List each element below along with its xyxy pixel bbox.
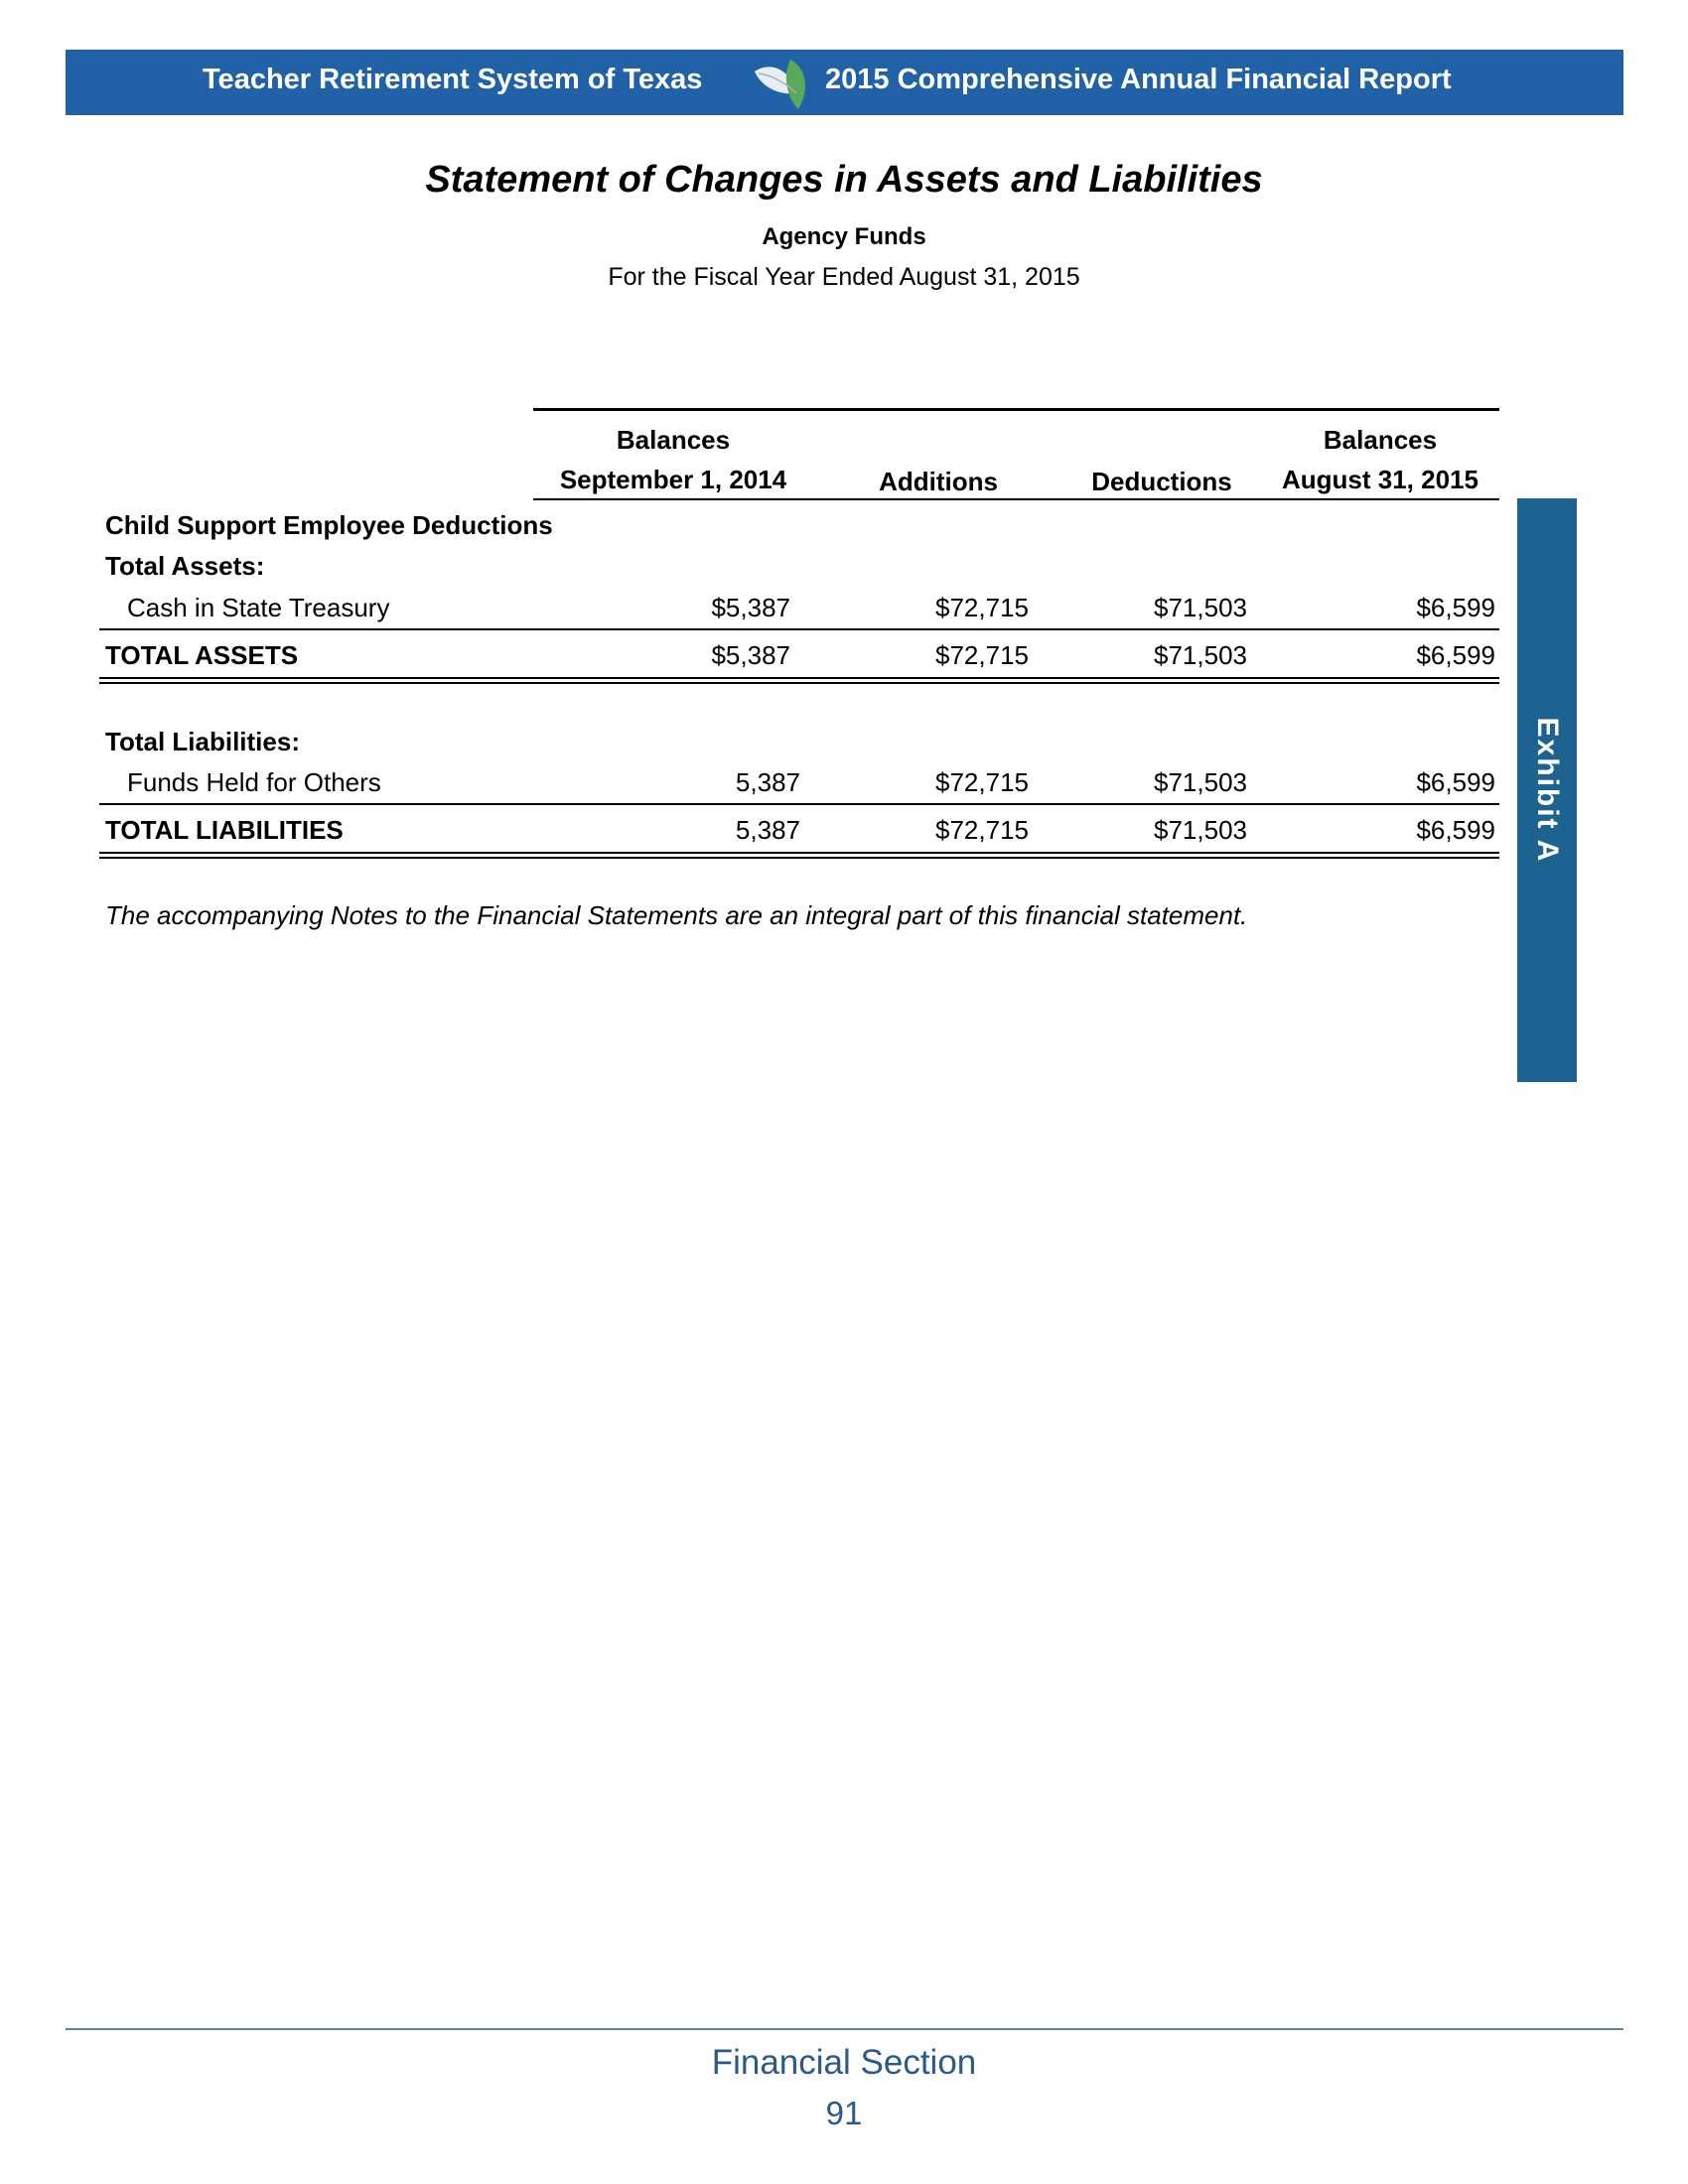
organization-name: Teacher Retirement System of Texas [203,64,703,95]
assets-row-value-aug2015: $6,599 [1416,593,1495,622]
total-assets-value-sep2014: $5,387 [711,640,790,670]
total-assets-label: TOTAL ASSETS [105,640,299,670]
total-liabilities-value-aug2015: $6,599 [1416,815,1495,845]
liabilities-row-value-aug2015: $6,599 [1416,767,1495,797]
total-liabilities-double-rule-bottom [99,857,1499,859]
header-bottom-rule [533,498,1499,500]
statement-title: Statement of Changes in Assets and Liabilities [425,159,1263,201]
col-balances-start-line2: September 1, 2014 [559,465,787,494]
col-balances-start-line1: Balances [616,425,731,455]
exhibit-label: Exhibit A [1531,717,1564,864]
assets-heading: Total Assets: [105,551,265,581]
header-banner [66,50,1623,115]
total-liabilities-double-rule-top [99,852,1499,854]
assets-row-label: Cash in State Treasury [127,593,390,622]
col-balances-end-line1: Balances [1323,425,1438,455]
total-assets-value-additions: $72,715 [935,640,1029,670]
total-liabilities-value-additions: $72,715 [935,815,1029,845]
statement-period: For the Fiscal Year Ended August 31, 2015 [608,263,1080,291]
page-number: 91 [825,2095,863,2131]
total-assets-value-deductions: $71,503 [1154,640,1247,670]
assets-row-value-deductions: $71,503 [1154,593,1247,622]
exhibit-side-tab [1517,498,1577,1082]
total-assets-double-rule-bottom [99,682,1499,684]
total-liabilities-value-sep2014: 5,387 [735,815,800,845]
header-top-rule [533,408,1499,411]
total-liabilities-value-deductions: $71,503 [1154,815,1247,845]
liabilities-row-value-deductions: $71,503 [1154,767,1247,797]
liabilities-subtotal-rule [99,803,1499,805]
report-title: 2015 Comprehensive Annual Financial Report [825,64,1452,95]
assets-row-value-sep2014: $5,387 [711,593,790,622]
leaf-icon [747,54,816,113]
liabilities-row-value-sep2014: 5,387 [735,767,800,797]
total-liabilities-label: TOTAL LIABILITIES [105,815,344,845]
footnote: The accompanying Notes to the Financial Statements are an integral part of this financial statement. [105,900,1248,930]
liabilities-heading: Total Liabilities: [105,727,300,756]
footer-section-name: Financial Section [711,2043,977,2082]
col-deductions: Deductions [1091,467,1232,496]
fund-name: Child Support Employee Deductions [105,510,553,540]
assets-subtotal-rule [99,628,1499,630]
assets-row-value-additions: $72,715 [935,593,1029,622]
total-assets-double-rule-top [99,677,1499,679]
liabilities-row-value-additions: $72,715 [935,767,1029,797]
col-additions: Additions [879,467,998,496]
statement-subtitle: Agency Funds [762,223,926,250]
total-assets-value-aug2015: $6,599 [1416,640,1495,670]
col-balances-end-line2: August 31, 2015 [1282,465,1478,494]
liabilities-row-label: Funds Held for Others [127,767,381,797]
footer-rule [66,2028,1623,2030]
